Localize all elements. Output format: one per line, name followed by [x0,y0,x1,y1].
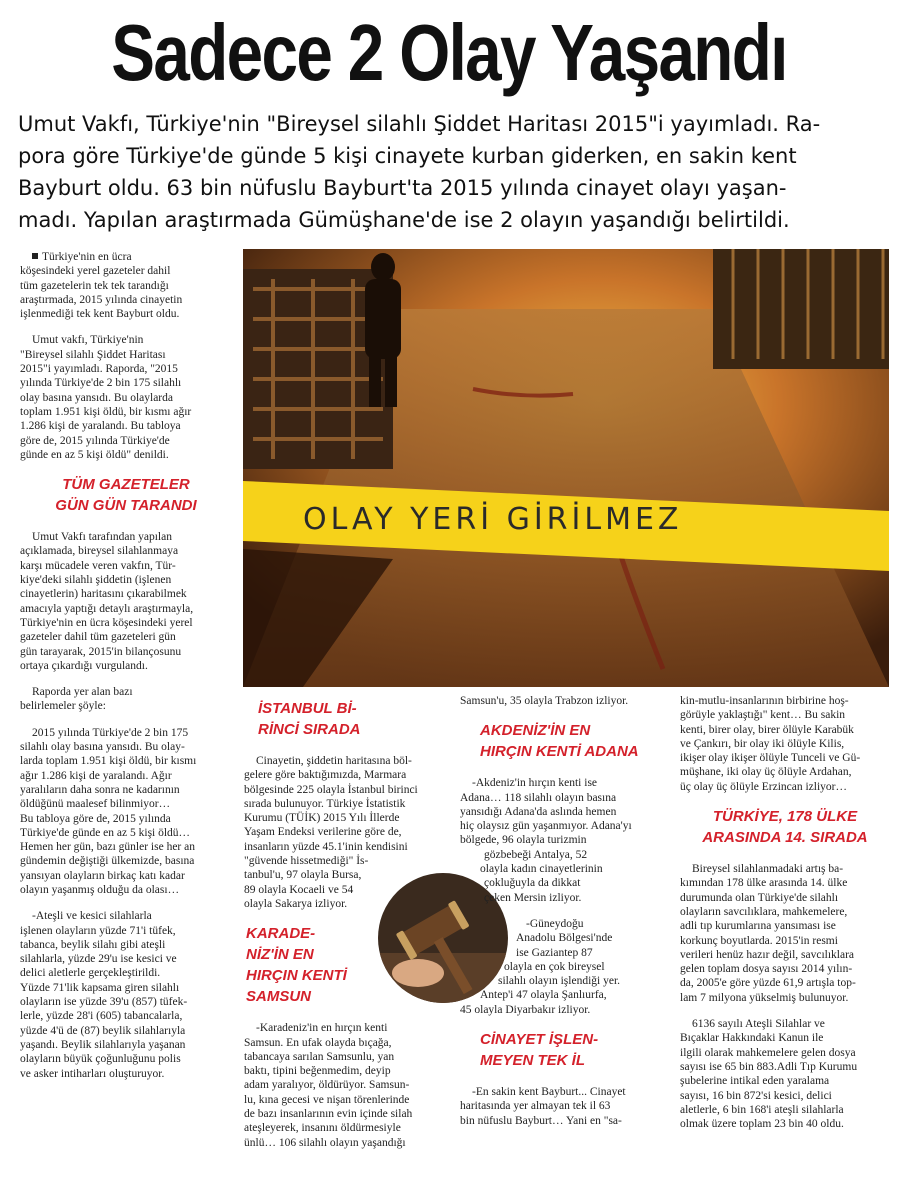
text-line: gözbebeği Antalya, 52 [484,848,588,861]
text-line: ortaya çıkardığı vurgulandı. [20,659,148,672]
text-line: silahlı olayın işlendiği yer. [498,975,621,988]
text-line: "güvende hissetmediği" İs- [244,855,369,868]
text-line: belirlemeler şöyle: [20,700,106,713]
tape-text: OLAY YERİ GİRİLMEZ [303,502,683,537]
text-line: -Güneydoğu [526,917,584,930]
paragraph [460,1085,672,1128]
text-line: 2015 yılında Türkiye'de 2 bin 175 [32,726,189,739]
subhead-line: AKDENİZ'İN EN [480,722,591,740]
text-line: olay basına yansıdı. Bu olaylarda [20,391,173,404]
text-line: gelere göre baktığımızda, Marmara [244,769,407,782]
paragraph [20,250,232,321]
text-line: lu, kına gecesi ve nişan törenlerinde [244,1093,410,1106]
text-line: ağır 1.286 kişi de yaralandı. Ağır [20,769,172,782]
text-line: kımından 178 ülke arasında 14. ülke [680,877,848,890]
subhead-line: GÜN GÜN TARANDI [55,497,197,515]
text-line: Samsun'u, 35 olayla Trabzon izliyor. [460,695,629,707]
text-line: Kurumu (TÜİK) 2015 Yılı İllerde [244,812,400,825]
lead-line: madı. Yapılan araştırmada Gümüşhane'de ise 2 olayın yaşandığı belirtildi. [18,208,790,232]
text-line: yansıdığı Adana'da aslında hemen [460,805,617,818]
text-line: -En sakin kent Bayburt... Cinayet [472,1086,626,1099]
subhead-line: TÜRKİYE, 178 ÜLKE [712,808,858,826]
subhead-line: RİNCİ SIRADA [258,721,361,738]
text-line: kiye'deki silahlı şiddetin (işlenen [20,574,172,587]
text-line: adli tıp kurumlarına yansıması ise [680,920,836,933]
lead-line: pora göre Türkiye'de günde 5 kişi cinayete kurban giderken, en sakin kent [18,144,797,168]
text-line: cinayetlerin) haritasını çıkarabilmek [20,588,187,601]
subhead-line: CİNAYET İŞLEN- [480,1031,599,1049]
text-line: ve asker intiharları oluşturuyor. [20,1067,165,1080]
text-line: Yaşam Endeksi verilerine göre de, [244,826,402,839]
text-line: olayla kadın cinayetlerinin [480,863,603,876]
text-line: korkunç boyutlarda. 2015'in resmi [680,934,838,947]
subhead-line: NİZ'İN EN [246,946,314,964]
paragraph [680,862,890,1005]
bullet-icon [32,253,38,259]
subhead-line: ARASINDA 14. SIRADA [702,829,868,847]
text-line: açıklamada, bireysel silahlanmaya [20,545,179,558]
text-line: tanbul'u, 97 olayla Bursa, [244,869,362,882]
text-line: ateşleyerek, insanını öldürmesiyle [244,1122,401,1135]
text-line: olayla Sakarya izliyor. [244,897,348,910]
text-line: gazeteler dahil tüm gazeteleri gün [20,631,176,644]
subhead-tum-gazeteler [20,474,232,516]
text-line: araştırmada, 2015 yılında cinayetin [20,293,183,306]
text-line: yılında Türkiye'de 2 bin 175 silahlı [20,377,182,390]
text-line: tabancaya sarılan Samsunlu, yan [244,1050,395,1063]
text-line: bölgesinde 225 olayla İstanbul birinci [244,783,418,796]
text-line: yaşandı. Beylik silahlarıyla yaşanan [20,1038,186,1051]
text-line: ilgili olarak mahkemelere gelen dosya [680,1046,856,1059]
text-line: verileri henüz hazır değil, savcılıklara [680,948,855,961]
text-line: gelen toplam dosya sayısı 2014 yılın- [680,963,853,976]
paragraph [20,530,232,673]
text-line: Raporda yer alan bazı [32,686,133,699]
text-line: üç olay üç ölüyle Erzincan izliyor… [680,780,848,793]
text-line: gün tarayarak, 2015'in bilançosunu [20,645,182,658]
text-line: tabanca, beylik silahı gibi ateşli [20,938,166,951]
text-line: silahlarla, yüzde 29'u ise kesici ve [20,953,177,966]
subhead-line: HIRÇIN KENTİ ADANA [480,743,639,761]
subhead-line: İSTANBUL Bİ- [258,700,357,717]
text-line: ise Gaziantep 87 [516,946,593,959]
text-line: olayların büyük çoğunluğunu polis [20,1053,181,1066]
text-line: aletlerle, 6 bin 168'i ateşli silahlarla [680,1103,844,1116]
text-line: lerle, yüzde 28'i (605) tabancalarla, [20,1010,183,1023]
text-line: Türkiye'de günde en az 5 kişi öldü… [20,826,191,839]
text-line: haritasında yer almayan tek il 63 [460,1100,611,1113]
text-line: öldüğünü maalesef bilinmiyor… [20,798,171,811]
text-line: larda toplam 1.951 kişi öldü, bir kısmı [20,755,197,768]
subhead-line: HIRÇIN KENTİ [246,967,347,985]
text-line: amacıyla yaptığı detaylı araştırmayla, [20,602,194,615]
column-4 [680,694,890,1143]
paragraph [460,917,672,1017]
text-line: bölgede, 96 olayla turizmin [460,834,587,847]
text-line: Hemen her gün, bazı günler ise her an [20,841,195,854]
paragraph [20,726,232,898]
text-line: göre de, 2015 yılında Türkiye'de [20,434,170,447]
text-line: gündemin değiştiği ülkemizde, basına [20,855,195,868]
subhead-line: SAMSUN [246,988,312,1006]
text-line: işlenen olayların yüzde 71'i tüfek, [20,924,176,937]
subhead-line: MEYEN TEK İL [480,1052,586,1070]
text-line: de bazı insanlarının evin içinde silah [244,1108,413,1121]
text-line: çokluğuyla da dikkat [484,877,581,890]
text-line: çeken Mersin izliyor. [484,891,582,904]
text-line: köşesindeki yerel gazeteler dahil [20,265,171,278]
subhead-akdeniz [460,720,672,762]
text-line: Samsun. En ufak olayda bıçağa, [244,1036,392,1049]
text-line: Bireysel silahlanmadaki artış ba- [692,863,844,876]
subhead-line: KARADE- [246,925,316,943]
text-line: olayların savcılıklara, mahkemelere, [680,905,848,918]
text-line: Anadolu Bölgesi'nde [516,932,613,945]
text-line: silahlı olay basına yansıdı. Bu olay- [20,741,185,754]
text-line: yansıyan olayların birkaç katı kadar [20,869,185,882]
paragraph [460,694,672,708]
text-line: bin nüfuslu Bayburt… Yani en "sa- [460,1114,622,1127]
text-line: günde en az 5 kişi öldü" denildi. [20,448,169,461]
lead-line: Bayburt oldu. 63 bin nüfuslu Bayburt'ta 2015 yılında cinayet olayı yaşan- [18,176,787,200]
lead-paragraph [18,108,884,236]
text-line: da, 2005'e göre yüzde 61,9 artışla top- [680,977,856,990]
text-line: ikişer olay ikişer ölüyle Tunceli ve Gü- [680,752,861,765]
text-line: ve Çankırı, bir olay iki ölüyle Kilis, [680,737,845,750]
text-line: Antep'i 47 olayla Şanlıurfa, [480,989,607,1002]
text-line: tüm gazetelerin tek tek tarandığı [20,279,169,292]
text-line: Umut Vakfı tarafından yapılan [32,531,172,544]
text-line: karşı mücadele veren vakfın, Tür- [20,559,176,572]
paragraph [680,694,890,794]
text-line: 45 olayla Diyarbakır izliyor. [460,1003,591,1016]
column-1 [20,250,232,1093]
text-line: Yüzde 71'lik kapsama giren silahlı [20,981,180,994]
lead-line: Umut Vakfı, Türkiye'nin "Bireysel silahlı Şiddet Haritası 2015"i yayımladı. Ra- [18,112,821,136]
paragraph [20,685,232,714]
text-line: Bu tabloya göre de, 2015 yılında [20,812,171,825]
text-line: 89 olayla Kocaeli ve 54 [244,883,354,896]
paragraph [680,1017,890,1131]
text-line: ünlü… 106 silahlı olayın yaşandığı [244,1136,406,1149]
crime-scene-photo [243,249,889,687]
text-line: hiç olaysız gün yaşanmıyor. Adana'yı [460,820,632,833]
text-line: durumunda olan Türkiye'de silahlı [680,891,839,904]
text-line: Adana… 118 silahlı olayın basına [460,791,617,804]
subhead-cinayet [460,1029,672,1071]
text-line: baktı, tipini beğenmedim, deyip [244,1065,391,1078]
text-line: Umut vakfı, Türkiye'nin [32,334,144,347]
text-line: müşhane, iki olay üç ölüyle Ardahan, [680,766,852,779]
text-line: -Ateşli ve kesici silahlarla [32,910,152,923]
text-line: işlenmediği tek kent Bayburt oldu. [20,308,180,321]
column-3 [460,694,672,1140]
text-line: sayısı ise 65 bin 883.Adli Tıp Kurumu [680,1060,858,1073]
text-line: delici aletlerle gerçekleştirildi. [20,967,161,980]
text-line: sayısı, 16 bin 872'si kesici, delici [680,1089,832,1102]
text-line: "Bireysel silahlı Şiddet Haritası [20,348,166,361]
text-line: Türkiye'nin en ücra köşesindeki yerel [20,616,193,629]
paragraph [20,333,232,462]
subhead-turkiye [680,806,890,848]
text-line: görüyle yaklaştığı" kent… Bu sakin [680,709,846,722]
text-line: insanların yüzde 45.1'inin kendisini [244,840,408,853]
text-line: olayla en çok bireysel [504,960,605,973]
text-line: yaralıların daha sonra ne kadarının [20,783,180,796]
paragraph [460,776,672,905]
subhead-istanbul [244,698,449,740]
text-line: kenti, birer olay, birer ölüyle Karabük [680,723,854,736]
text-line: Bıçaklar Hakkındaki Kanun ile [680,1032,824,1045]
text-line: sırada bulunuyor. Türkiye İstatistik [244,797,406,810]
text-line: Cinayetin, şiddetin haritasına böl- [256,755,412,767]
text-line: olayın yaşanmış olduğu da olası… [20,883,180,896]
text-line: -Akdeniz'in hırçın kenti ise [472,777,598,790]
text-line: Türkiye'nin en ücra [42,251,132,263]
text-line: 6136 sayılı Ateşli Silahlar ve [692,1018,825,1031]
text-line: adam yaralıyor, öldürüyor. Samsun- [244,1079,410,1092]
text-line: şubelerine intikal eden yaralama [680,1075,830,1088]
text-line: lam 7 milyona yükselmiş bulunuyor. [680,991,849,1004]
text-line: kin-mutlu-insanlarının birbirine hoş- [680,695,849,707]
text-line: olmak üzere toplam 23 bin 40 oldu. [680,1118,844,1131]
subhead-line: TÜM GAZETELER [62,476,190,494]
text-line: 1.286 kişi de yaralandı. Bu tabloya [20,420,181,433]
text-line: -Karadeniz'in en hırçın kenti [256,1022,388,1035]
text-line: 2015"i yayımladı. Raporda, "2015 [20,363,178,376]
text-line: toplam 1.951 kişi öldü, bir kısmı ağır [20,405,192,418]
headline: Sadece 2 Olay Yaşandı [111,8,787,97]
paragraph [20,909,232,1081]
paragraph [244,1021,449,1150]
text-line: olayların ise yüzde 39'u (857) tüfek- [20,996,188,1009]
text-line: yüzde 4'ü de (87) beylik silahlarıyla [20,1024,186,1037]
